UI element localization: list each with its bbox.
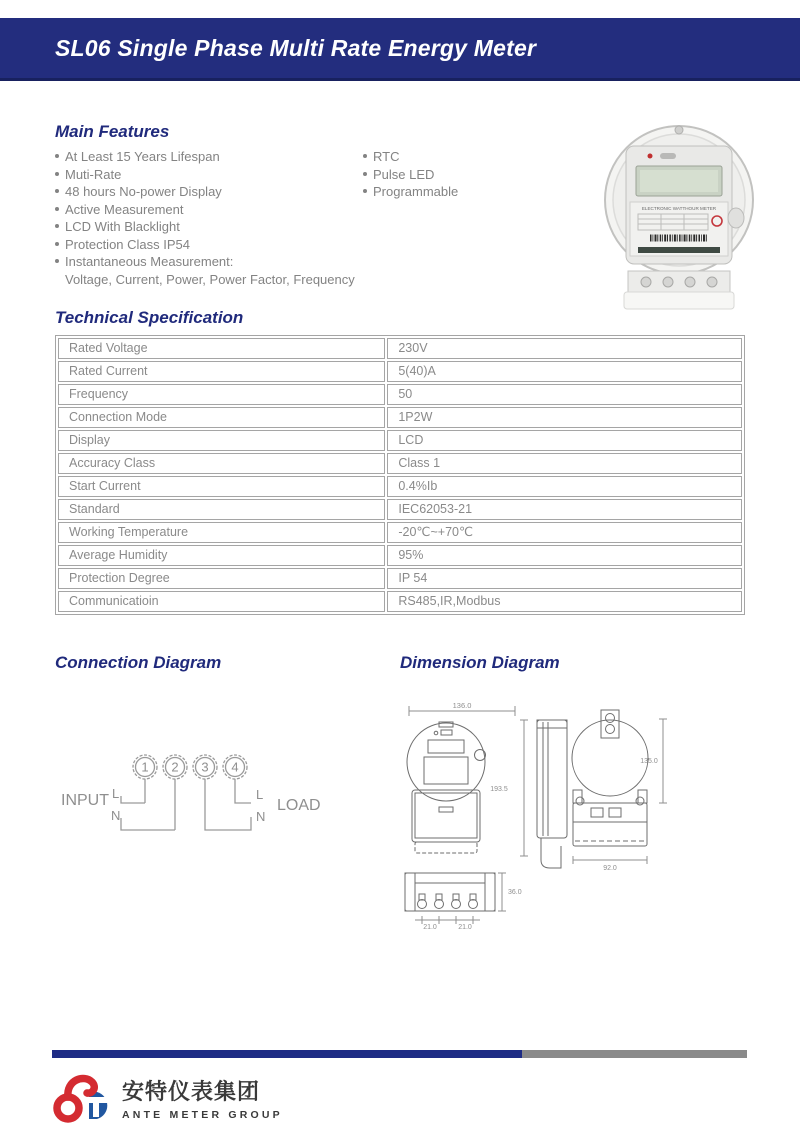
- terminal-number: 2: [171, 759, 179, 775]
- dim-back-width: 92.0: [603, 865, 617, 872]
- features-list-right: [363, 148, 458, 201]
- bullet-icon: [363, 189, 367, 193]
- bullet-icon: [55, 154, 59, 158]
- dim-front-height: 193.5: [490, 786, 508, 793]
- back-view: [572, 710, 648, 846]
- input-neutral-label: N: [111, 808, 121, 823]
- feature-item: At Least 15 Years Lifespan: [55, 148, 355, 166]
- table-row: Connection Mode 1P2W: [58, 407, 742, 428]
- table-row: Working Temperature -20℃~+70℃: [58, 522, 742, 543]
- footer-rule-gray: [522, 1050, 747, 1058]
- load-label: LOAD: [277, 797, 321, 814]
- table-row: Frequency 50: [58, 384, 742, 405]
- footer-rule: [52, 1050, 747, 1058]
- product-photo: [598, 123, 762, 311]
- nameplate-title: ELECTRONIC WATTHOUR METER: [641, 206, 717, 211]
- input-label: INPUT: [61, 792, 109, 809]
- bottom-view: [405, 873, 495, 911]
- dim-terminal-pitch-right: 21.0: [458, 924, 472, 931]
- feature-item: LCD With Blacklight: [55, 218, 355, 236]
- logo-mark-icon: [52, 1070, 114, 1126]
- feature-item: Muti-Rate: [55, 166, 355, 184]
- bullet-icon: [55, 207, 59, 211]
- table-row: Accuracy Class Class 1: [58, 453, 742, 474]
- table-row: Rated Current 5(40)A: [58, 361, 742, 382]
- terminal-number: 3: [201, 759, 209, 775]
- load-line-label: L: [256, 787, 264, 802]
- dimension-heading: Dimension Diagram: [400, 653, 560, 672]
- terminal-number: 4: [231, 759, 239, 775]
- pulse-led-icon: [648, 154, 653, 159]
- feature-item: Protection Class IP54: [55, 236, 355, 254]
- table-row: Start Current 0.4%Ib: [58, 476, 742, 497]
- specs-heading: Technical Specification: [55, 308, 244, 327]
- page-title: SL06 Single Phase Multi Rate Energy Meter: [55, 34, 537, 61]
- terminal-cover: [624, 292, 734, 309]
- feature-item: 48 hours No-power Display: [55, 183, 355, 201]
- dim-back-height: 135.0: [640, 758, 658, 765]
- dim-front-width: 136.0: [452, 701, 472, 710]
- title-bar: [0, 18, 800, 81]
- connection-diagram: [55, 740, 345, 855]
- dim-terminal-pitch-left: 21.0: [423, 924, 437, 931]
- feature-item: RTC: [363, 148, 458, 166]
- feature-item: Pulse LED: [363, 166, 458, 184]
- features-list-left: [55, 148, 355, 288]
- input-line-label: L: [112, 786, 120, 801]
- side-view: [537, 720, 567, 868]
- footer-rule-blue: [52, 1050, 522, 1058]
- brand-name-cn: 安特仪表集团: [122, 1080, 261, 1105]
- feature-item: Programmable: [363, 183, 458, 201]
- bullet-icon: [363, 154, 367, 158]
- connection-heading: Connection Diagram: [55, 653, 222, 672]
- bullet-icon: [363, 172, 367, 176]
- bullet-icon: [55, 259, 59, 263]
- company-logo: [52, 1070, 283, 1126]
- brand-name-en: ANTE METER GROUP: [122, 1109, 283, 1121]
- table-row: Communicatioin RS485,IR,Modbus: [58, 591, 742, 612]
- dim-bottom-depth: 36.0: [508, 889, 522, 896]
- feature-item-continuation: Voltage, Current, Power, Power Factor, Frequency: [65, 271, 355, 287]
- dimension-diagram: [395, 698, 785, 935]
- load-neutral-label: N: [256, 809, 266, 824]
- front-view: [407, 722, 486, 853]
- table-row: Average Humidity 95%: [58, 545, 742, 566]
- meter-button: [728, 208, 744, 228]
- table-row: Rated Voltage 230V: [58, 338, 742, 359]
- spec-table: [55, 335, 745, 615]
- features-heading: Main Features: [55, 122, 170, 141]
- terminal-number: 1: [141, 759, 149, 775]
- bullet-icon: [55, 172, 59, 176]
- bullet-icon: [55, 189, 59, 193]
- bullet-icon: [55, 224, 59, 228]
- feature-item: Instantaneous Measurement:: [55, 253, 355, 271]
- table-row: Protection Degree IP 54: [58, 568, 742, 589]
- bullet-icon: [55, 242, 59, 246]
- table-row: Display LCD: [58, 430, 742, 451]
- feature-item: Active Measurement: [55, 201, 355, 219]
- table-row: Standard IEC62053-21: [58, 499, 742, 520]
